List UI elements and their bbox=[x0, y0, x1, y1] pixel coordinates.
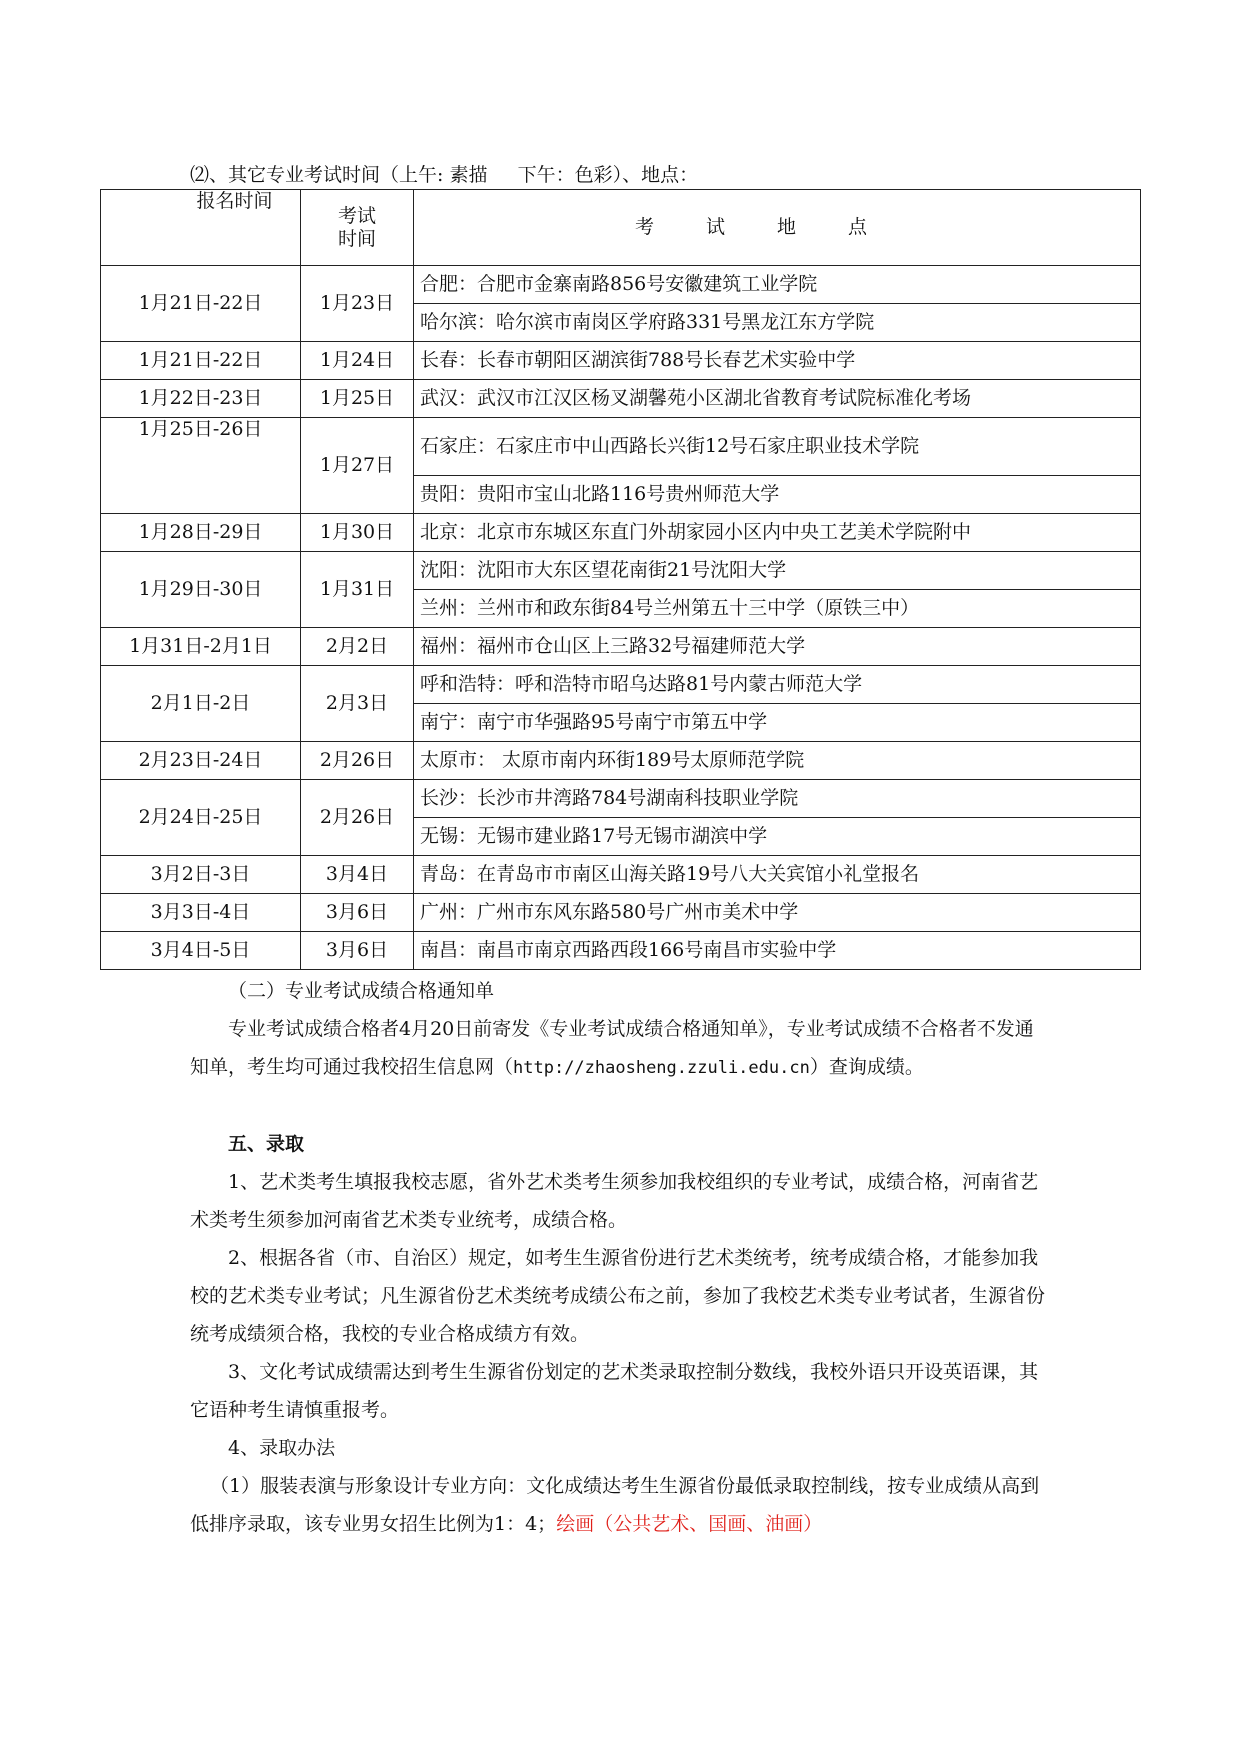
table-row bbox=[101, 856, 1141, 894]
exam-time-cell: 1月31日 bbox=[301, 552, 414, 628]
table-row bbox=[101, 552, 1141, 590]
exam-schedule-table bbox=[100, 189, 1141, 970]
exam-time-cell: 2月26日 bbox=[301, 780, 414, 856]
admission-paragraph-4: 4、录取办法 bbox=[228, 1437, 336, 1459]
exam-time-cell: 2月26日 bbox=[301, 742, 414, 780]
registration-time-cell: 1月29日-30日 bbox=[101, 552, 301, 628]
header-registration-time bbox=[101, 190, 301, 266]
exam-location-cell: 武汉：武汉市江汉区杨叉湖馨苑小区湖北省教育考试院标准化考场 bbox=[414, 380, 1141, 418]
table-row bbox=[101, 628, 1141, 666]
exam-location-cell: 南宁：南宁市华强路95号南宁市第五中学 bbox=[414, 704, 1141, 742]
body-text bbox=[190, 972, 1050, 1543]
table-row bbox=[101, 342, 1141, 380]
exam-location-cell: 呼和浩特：呼和浩特市昭乌达路81号内蒙古师范大学 bbox=[414, 666, 1141, 704]
header-exam-time bbox=[301, 190, 414, 266]
registration-time-cell: 1月28日-29日 bbox=[101, 514, 301, 552]
header-exam-line1: 考试 bbox=[337, 204, 376, 227]
table-row bbox=[101, 666, 1141, 704]
blank-line bbox=[190, 1087, 1050, 1125]
header-exam-line2: 时间 bbox=[337, 227, 376, 250]
exam-location-cell: 石家庄：石家庄市中山西路长兴街12号石家庄职业技术学院 bbox=[414, 418, 1141, 476]
registration-time-cell: 3月4日-5日 bbox=[101, 932, 301, 970]
exam-location-cell: 合肥：合肥市金寨南路856号安徽建筑工业学院 bbox=[414, 266, 1141, 304]
registration-time-cell: 1月21日-22日 bbox=[101, 266, 301, 342]
exam-time-cell: 1月25日 bbox=[301, 380, 414, 418]
admission-paragraph-5 bbox=[190, 1467, 1050, 1543]
exam-location-cell: 兰州：兰州市和政东街84号兰州第五十三中学（原铁三中） bbox=[414, 590, 1141, 628]
exam-location-cell: 哈尔滨：哈尔滨市南岗区学府路331号黑龙江东方学院 bbox=[414, 304, 1141, 342]
section-two-text-end: ）查询成绩。 bbox=[809, 1056, 924, 1078]
header-location: 考试地点 bbox=[414, 190, 1141, 266]
admission-paragraph-2: 2、根据各省（市、自治区）规定，如考生生源省份进行艺术类统考，统考成绩合格，才能参加我校的艺术类专业考试；凡生源省份艺术类统考成绩公布之前，参加了我校艺术类专业考试者，生源省份统考成绩须合格，我校的专业合格成绩方有效。 bbox=[190, 1247, 1046, 1345]
exam-time-cell: 2月3日 bbox=[301, 666, 414, 742]
exam-time-cell: 1月23日 bbox=[301, 266, 414, 342]
exam-location-cell: 长春：长春市朝阳区湖滨街788号长春艺术实验中学 bbox=[414, 342, 1141, 380]
table-row bbox=[101, 418, 1141, 476]
admission-paragraph-5-red-text: 绘画（公共艺术、国画、油画） bbox=[556, 1513, 823, 1535]
exam-time-cell: 1月30日 bbox=[301, 514, 414, 552]
header-registration-label: 报名时间 bbox=[196, 190, 273, 212]
registration-time-cell: 1月31日-2月1日 bbox=[101, 628, 301, 666]
registration-time-cell: 1月25日-26日 bbox=[101, 418, 301, 514]
table-row bbox=[101, 780, 1141, 818]
table-row bbox=[101, 380, 1141, 418]
admissions-url-link[interactable]: http://zhaosheng.zzuli.edu.cn bbox=[513, 1058, 810, 1078]
exam-location-cell: 青岛：在青岛市市南区山海关路19号八大关宾馆小礼堂报名 bbox=[414, 856, 1141, 894]
section-two-paragraph bbox=[190, 1010, 1050, 1087]
table-caption: ⑵、其它专业考试时间（上午: 素描 下午：色彩）、地点： bbox=[190, 164, 699, 186]
exam-location-cell: 太原市： 太原市南内环街189号太原师范学院 bbox=[414, 742, 1141, 780]
exam-time-cell: 1月24日 bbox=[301, 342, 414, 380]
exam-time-cell: 3月6日 bbox=[301, 932, 414, 970]
exam-location-cell: 沈阳：沈阳市大东区望花南街21号沈阳大学 bbox=[414, 552, 1141, 590]
exam-time-cell: 1月27日 bbox=[301, 418, 414, 514]
exam-time-cell: 3月4日 bbox=[301, 856, 414, 894]
section-two-text: 专业考试成绩合格者4月20日前寄发《专业考试成绩合格通知单》，专业考试成绩不合格者不发通知单，考生均可通过我校招生信息网（ bbox=[190, 1018, 1034, 1078]
admission-paragraph-3: 3、文化考试成绩需达到考生生源省份划定的艺术类录取控制分数线，我校外语只开设英语课，其它语种考生请慎重报考。 bbox=[190, 1361, 1039, 1421]
exam-location-cell: 广州：广州市东风东路580号广州市美术中学 bbox=[414, 894, 1141, 932]
registration-time-cell: 2月24日-25日 bbox=[101, 780, 301, 856]
table-body bbox=[101, 266, 1141, 970]
table-row bbox=[101, 894, 1141, 932]
table-header-row bbox=[101, 190, 1141, 266]
section-two-title: （二）专业考试成绩合格通知单 bbox=[228, 980, 495, 1002]
registration-time-cell: 1月22日-23日 bbox=[101, 380, 301, 418]
exam-location-cell: 无锡：无锡市建业路17号无锡市湖滨中学 bbox=[414, 818, 1141, 856]
registration-time-cell: 1月21日-22日 bbox=[101, 342, 301, 380]
admission-paragraph-5-text: （1）服装表演与形象设计专业方向：文化成绩达考生生源省份最低录取控制线，按专业成绩从高到低排序录取，该专业男女招生比例为1：4； bbox=[190, 1475, 1040, 1535]
exam-location-cell: 南昌：南昌市南京西路西段166号南昌市实验中学 bbox=[414, 932, 1141, 970]
admission-paragraph-1: 1、艺术类考生填报我校志愿，省外艺术类考生须参加我校组织的专业考试，成绩合格，河南省艺术类考生须参加河南省艺术类专业统考，成绩合格。 bbox=[190, 1171, 1039, 1231]
exam-time-cell: 2月2日 bbox=[301, 628, 414, 666]
table-row bbox=[101, 932, 1141, 970]
table-row bbox=[101, 742, 1141, 780]
exam-location-cell: 北京：北京市东城区东直门外胡家园小区内中央工艺美术学院附中 bbox=[414, 514, 1141, 552]
section-five-heading: 五、录取 bbox=[228, 1133, 305, 1155]
table-row bbox=[101, 514, 1141, 552]
table-row bbox=[101, 266, 1141, 304]
registration-time-cell: 3月2日-3日 bbox=[101, 856, 301, 894]
exam-location-cell: 福州：福州市仓山区上三路32号福建师范大学 bbox=[414, 628, 1141, 666]
registration-time-cell: 2月23日-24日 bbox=[101, 742, 301, 780]
registration-time-cell: 2月1日-2日 bbox=[101, 666, 301, 742]
exam-time-cell: 3月6日 bbox=[301, 894, 414, 932]
exam-location-cell: 长沙：长沙市井湾路784号湖南科技职业学院 bbox=[414, 780, 1141, 818]
exam-location-cell: 贵阳：贵阳市宝山北路116号贵州师范大学 bbox=[414, 476, 1141, 514]
registration-time-cell: 3月3日-4日 bbox=[101, 894, 301, 932]
